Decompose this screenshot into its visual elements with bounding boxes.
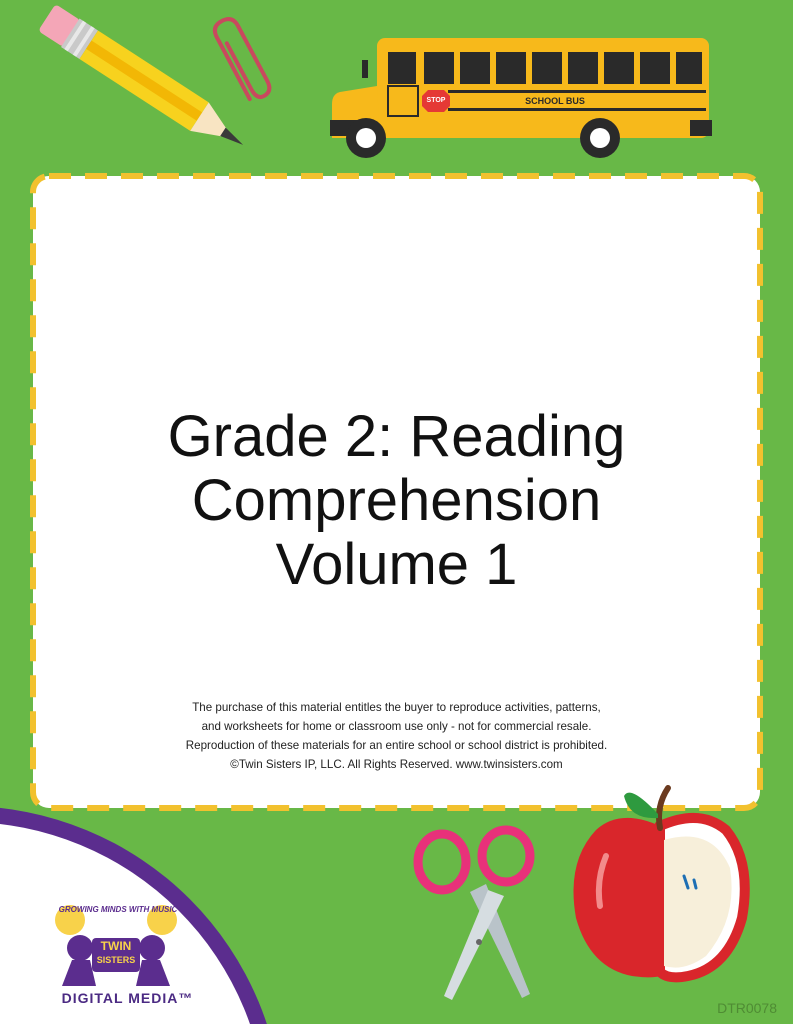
logo-name-line-2: SISTERS <box>96 955 136 965</box>
product-code: DTR0078 <box>717 1000 777 1016</box>
title-line-3: Volume 1 <box>275 532 518 597</box>
logo-name-line-1: TWIN <box>100 939 132 953</box>
copyright-line: ©Twin Sisters IP, LLC. All Rights Reserved. www.twinsisters.com <box>230 758 563 771</box>
legal-line-3: Reproduction of these materials for an entire school or school district is prohibited. <box>185 739 608 752</box>
title-line-1: Grade 2: Reading <box>167 404 626 469</box>
legal-line-2: and worksheets for home or classroom use only - not for commercial resale. <box>201 720 592 733</box>
stop-sign-label: STOP <box>426 97 446 104</box>
logo-tagline: GROWING MINDS WITH MUSIC <box>58 905 178 914</box>
digital-media-label: DIGITAL MEDIA™ <box>61 990 194 1006</box>
school-bus-label: SCHOOL BUS <box>525 96 585 106</box>
title-line-2: Comprehension <box>191 468 602 533</box>
legal-line-1: The purchase of this material entitles the buyer to reproduce activities, patterns, <box>192 701 601 714</box>
